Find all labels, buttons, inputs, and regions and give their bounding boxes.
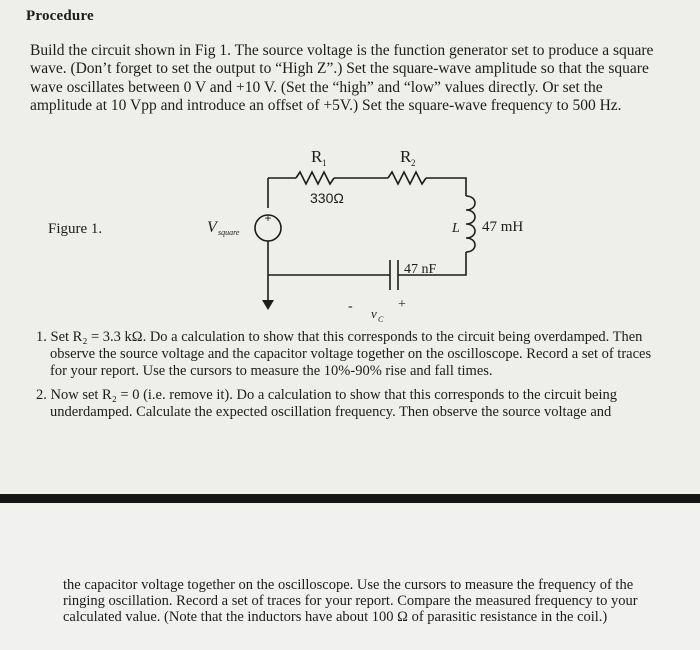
r1-label-main: R [311,147,323,166]
r1-label-sub: 1 [322,158,327,168]
resistor-r1 [296,172,334,184]
r1-value: 330Ω [310,190,344,206]
procedure-heading: Procedure [26,8,94,24]
capacitor-voltage-label-sub: C [378,315,384,324]
source-label-sub: square [218,228,240,237]
resistor-r2 [388,172,426,184]
procedure-step: 2. Now set R₂ = 0 (i.e. remove it). Do a calculation to show that this corresponds to the circuit being underdamped. Calculate the expected oscillation frequency. Then observe the source voltage and [36,387,618,421]
r2-label-sub: 2 [411,158,416,168]
capacitor-plus-sign: + [398,297,406,312]
source-plus-sign: + [264,211,272,225]
inductor-label: L [452,221,460,236]
capacitor-minus-sign: - [348,299,353,314]
source-label-main: V [207,219,217,236]
procedure-step: 1. Set R₂ = 3.3 kΩ. Do a calculation to show that this corresponds to the circuit being overdamped. Then observe the source voltage and the capacitor voltage together on the oscilloscope. Record a set of traces for your report. Use the cursors to measure the 10%-90% rise and fall times. [36,329,652,379]
inductor-value: 47 mH [482,219,524,235]
ground-arrow-icon [262,300,274,310]
procedure-intro-paragraph: Build the circuit shown in Fig 1. The source voltage is the function generator set to produce a square wave. (Don’t forget to set the output to “High Z”.) Set the square-wave amplitude so that the square wave oscillates between 0 V and +10 V. (Set the “high” and “low” values directly. Or set the amplitude at 10 Vpp and introduce an offset of +5V.) Set the square-wave frequency to 500 Hz. [30,42,654,114]
page-divider [0,494,700,503]
wire-top-right [426,178,466,196]
procedure-continuation-text: the capacitor voltage together on the oscilloscope. Use the cursors to measure the frequency of the ringing oscillation. Record a set of traces for your report. Compare the measured frequency to your calculated value. (Note that the inductors have about 100 Ω of parasitic resistance in the coil.) [63,577,638,626]
rlc-circuit-diagram [180,140,524,340]
r2-label-main: R [400,147,412,166]
capacitor-value: 47 nF [404,262,437,277]
procedure-steps-list [36,329,656,429]
capacitor-voltage-label-main: v [371,306,377,321]
inductor-coil [466,196,475,252]
figure-label: Figure 1. [48,221,103,237]
